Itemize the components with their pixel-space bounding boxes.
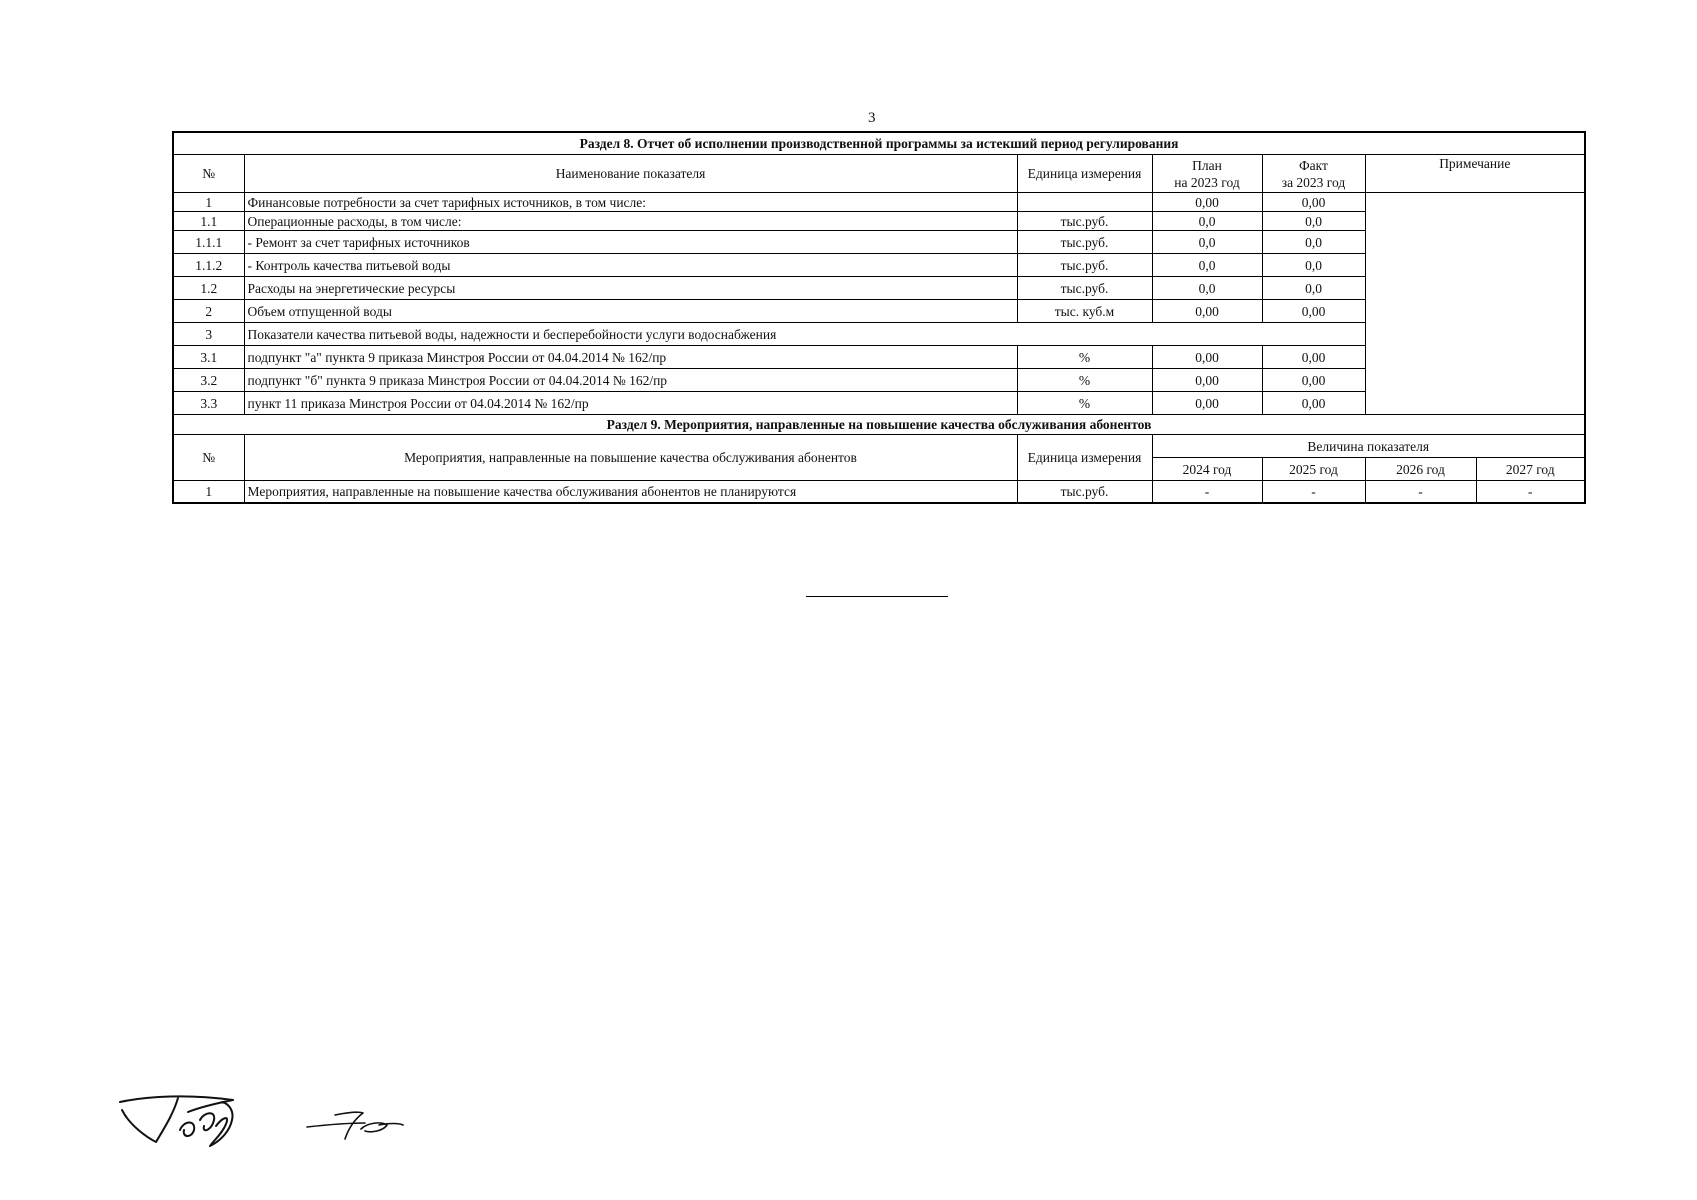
row-fact: 0,0 <box>1262 277 1365 300</box>
row-num: 1.1.1 <box>173 231 244 254</box>
signature-2 <box>305 1105 405 1145</box>
s9-header-num: № <box>173 435 244 481</box>
signature-1 <box>118 1090 258 1150</box>
section9-header-row <box>173 435 1585 458</box>
header-note: Примечание <box>1365 155 1585 193</box>
row-fact: 0,00 <box>1262 346 1365 369</box>
row-num: 1.1.2 <box>173 254 244 277</box>
s9-header-unit: Единица измерения <box>1017 435 1152 481</box>
row-name: - Ремонт за счет тарифных источников <box>244 231 1017 254</box>
row-name: Расходы на энергетические ресурсы <box>244 277 1017 300</box>
row-num: 1.2 <box>173 277 244 300</box>
s9-header-name: Мероприятия, направленные на повышение качества обслуживания абонентов <box>244 435 1017 481</box>
s9-header-year-2025: 2025 год <box>1262 458 1365 481</box>
row-fact: 0,00 <box>1262 392 1365 415</box>
end-divider <box>806 596 948 597</box>
row-num: 1.1 <box>173 212 244 231</box>
row-fact: 0,00 <box>1262 193 1365 212</box>
row-plan: 0,00 <box>1152 300 1262 323</box>
row-unit: % <box>1017 346 1152 369</box>
s9-header-year-2026: 2026 год <box>1365 458 1476 481</box>
header-unit: Единица измерения <box>1017 155 1152 193</box>
row-unit: тыс.руб. <box>1017 231 1152 254</box>
row-fact: 0,00 <box>1262 300 1365 323</box>
row-plan: 0,0 <box>1152 254 1262 277</box>
row-fact: 0,00 <box>1262 369 1365 392</box>
row-unit: тыс.руб. <box>1017 254 1152 277</box>
row-value-2026: - <box>1365 481 1476 503</box>
header-fact-line1: Факт <box>1299 157 1328 173</box>
row-unit <box>1017 193 1152 212</box>
row-name: пункт 11 приказа Минстроя России от 04.04.2014 № 162/пр <box>244 392 1017 415</box>
row-num: 3.2 <box>173 369 244 392</box>
header-plan <box>1152 155 1262 193</box>
row-plan: 0,0 <box>1152 277 1262 300</box>
section9-title: Раздел 9. Мероприятия, направленные на повышение качества обслуживания абонентов <box>173 415 1585 435</box>
row-value-2027: - <box>1476 481 1585 503</box>
row-fact: 0,0 <box>1262 231 1365 254</box>
row-unit: тыс.руб. <box>1017 481 1152 503</box>
header-num: № <box>173 155 244 193</box>
row-num: 1 <box>173 481 244 503</box>
row-unit: % <box>1017 369 1152 392</box>
row-unit: тыс.руб. <box>1017 212 1152 231</box>
page-number: 3 <box>868 110 876 126</box>
section9-title-row <box>173 415 1585 435</box>
row-value-2025: - <box>1262 481 1365 503</box>
header-name: Наименование показателя <box>244 155 1017 193</box>
row-plan: 0,00 <box>1152 369 1262 392</box>
header-plan-line2: на 2023 год <box>1174 174 1240 190</box>
row-name: Объем отпущенной воды <box>244 300 1017 323</box>
row-name: подпункт "б" пункта 9 приказа Минстроя России от 04.04.2014 № 162/пр <box>244 369 1017 392</box>
s9-header-year-2024: 2024 год <box>1152 458 1262 481</box>
row-plan: 0,00 <box>1152 346 1262 369</box>
report-table <box>172 131 1586 504</box>
header-fact <box>1262 155 1365 193</box>
row-unit: тыс.руб. <box>1017 277 1152 300</box>
header-plan-line1: План <box>1192 157 1222 173</box>
row-value-2024: - <box>1152 481 1262 503</box>
row-plan: 0,0 <box>1152 212 1262 231</box>
row-name: Операционные расходы, в том числе: <box>244 212 1017 231</box>
row-num: 2 <box>173 300 244 323</box>
table-row <box>173 193 1585 212</box>
section8-header-row <box>173 155 1585 193</box>
row-num: 3 <box>173 323 244 346</box>
section8-title-row <box>173 132 1585 155</box>
row-unit: тыс. куб.м <box>1017 300 1152 323</box>
row-name: подпункт "а" пункта 9 приказа Минстроя России от 04.04.2014 № 162/пр <box>244 346 1017 369</box>
row-name: Показатели качества питьевой воды, надежности и бесперебойности услуги водоснабжения <box>244 323 1365 346</box>
row-name: Финансовые потребности за счет тарифных источников, в том числе: <box>244 193 1017 212</box>
row-name: Мероприятия, направленные на повышение качества обслуживания абонентов не планируются <box>244 481 1017 503</box>
row-fact: 0,0 <box>1262 212 1365 231</box>
header-fact-line2: за 2023 год <box>1281 174 1346 190</box>
row-num: 3.3 <box>173 392 244 415</box>
row-fact: 0,0 <box>1262 254 1365 277</box>
row-unit: % <box>1017 392 1152 415</box>
row-plan: 0,00 <box>1152 392 1262 415</box>
s9-header-value-group: Величина показателя <box>1152 435 1585 458</box>
row-plan: 0,00 <box>1152 193 1262 212</box>
table-row <box>173 481 1585 503</box>
row-num: 1 <box>173 193 244 212</box>
s9-header-year-2027: 2027 год <box>1476 458 1585 481</box>
row-num: 3.1 <box>173 346 244 369</box>
section8-title: Раздел 8. Отчет об исполнении производственной программы за истекший период регулирования <box>173 132 1585 155</box>
note-cell <box>1365 193 1585 415</box>
row-name: - Контроль качества питьевой воды <box>244 254 1017 277</box>
row-plan: 0,0 <box>1152 231 1262 254</box>
